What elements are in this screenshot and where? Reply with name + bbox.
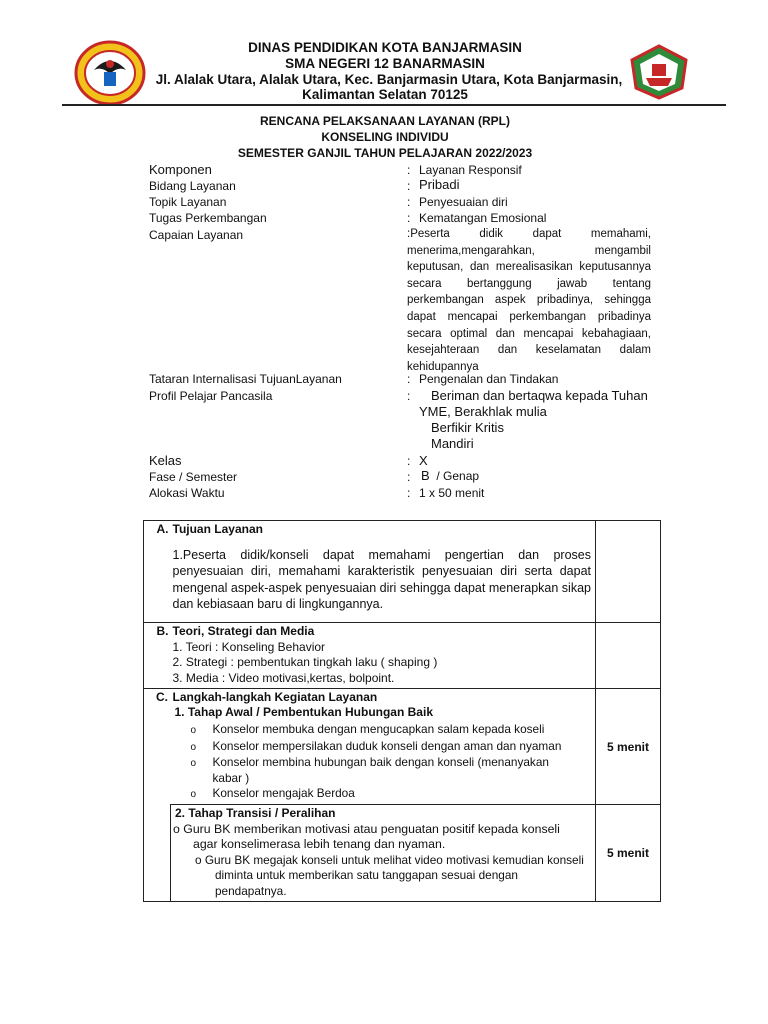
doc-subtitle: KONSELING INDIVIDU (321, 130, 449, 144)
label-tataran: Tataran Internalisasi TujuanLayanan (149, 372, 342, 386)
section-number: C. (144, 689, 171, 902)
list-item: 1. Teori : Konseling Behavior (172, 639, 326, 654)
label-kelas: Kelas (149, 453, 182, 468)
label-capaian: Capaian Layanan (149, 228, 244, 242)
header-agency: DINAS PENDIDIKAN KOTA BANJARMASIN (248, 40, 522, 55)
section-c2-row (144, 805, 661, 902)
list-item: pendapatnya. (215, 883, 287, 898)
header-school: SMA NEGERI 12 BANARMASIN (285, 56, 485, 71)
value-fase: B / Genap (421, 468, 480, 483)
header-province: Kalimantan Selatan 70125 (302, 87, 468, 102)
label-profil: Profil Pelajar Pancasila (149, 389, 273, 403)
list-item: 2. Strategi : pembentukan tingkah laku ( shaping ) (172, 655, 438, 669)
activity-table (143, 520, 661, 902)
profil-item: Beriman dan bertaqwa kepada Tuhan (431, 388, 648, 403)
list-item: o Konselor membina hubungan baik dengan konseli (menanyakan (191, 755, 592, 771)
header-address: Jl. Alalak Utara, Alalak Utara, Kec. Banjarmasin Utara, Kota Banjarmasin, (155, 72, 623, 87)
section-b-row (144, 623, 661, 689)
value-bidang: Pribadi (419, 177, 460, 192)
label-alokasi: Alokasi Waktu (149, 486, 225, 500)
doc-title: RENCANA PELAKSANAAN LAYANAN (RPL) (259, 114, 510, 128)
label-bidang: Bidang Layanan (149, 179, 236, 193)
circle-bullet-icon: o (190, 757, 197, 769)
label-komponen: Komponen (149, 162, 212, 177)
value-topik: Penyesuaian diri (419, 195, 508, 209)
label-tugas: Tugas Perkembangan (149, 211, 267, 225)
list-item: o Guru BK memberikan motivasi atau penguatan positif kepada konseli (173, 821, 560, 836)
list-item: o Guru BK megajak konseli untuk melihat video motivasi kemudian konseli (195, 852, 584, 867)
section-title: Langkah-langkah Kegiatan Layanan (172, 690, 378, 704)
label-fase: Fase / Semester (149, 470, 238, 484)
colon: : (407, 470, 411, 484)
profil-item: YME, Berakhlak mulia (419, 404, 547, 419)
section-c2-content (171, 805, 596, 902)
colon: : (407, 389, 411, 403)
profil-item: Mandiri (431, 436, 474, 451)
section-number: A. (144, 521, 171, 623)
section-a-content (171, 521, 596, 623)
list-item: diminta untuk memberikan satu tanggapan sesuai dengan (215, 868, 518, 883)
time-cell: 5 menit (596, 805, 661, 902)
section-title: Teori, Strategi dan Media (172, 624, 315, 638)
value-komponen: Layanan Responsif (419, 163, 522, 177)
university-logo (74, 40, 146, 106)
profil-item: Berfikir Kritis (431, 420, 504, 435)
header-divider (62, 104, 726, 106)
section-b-content (171, 623, 596, 689)
circle-bullet-icon: o (190, 789, 197, 801)
colon: : (407, 195, 411, 209)
value-kelas: X (419, 453, 428, 468)
time-cell-empty (596, 623, 661, 689)
school-logo (628, 44, 690, 100)
time-cell: 5 menit (596, 689, 661, 805)
list-item: o Konselor membuka dengan mengucapkan salam kepada koseli (191, 722, 592, 738)
step-title: 1. Tahap Awal / Pembentukan Hubungan Baik (174, 705, 433, 720)
section-number: B. (144, 623, 171, 689)
list-item: o Konselor mempersilakan duduk konseli dengan aman dan nyaman (191, 739, 592, 755)
section-c-row (144, 689, 661, 805)
list-item: 3. Media : Video motivasi,kertas, bolpoint. (172, 670, 395, 685)
value-capaian: :Peserta didik dapat memahami, menerima,mengarahkan, mengambil keputusan, dan merealisasikan keputusannya secara bertanggung jawab tentang perkembangan aspek pribadinya, sehingga dapat mencapai perkembangan pribadinya secara optimal dan mencapai kebahagiaan, kesejahteraan dan keselamatan dalam kehidupannya (407, 228, 651, 373)
list-item: o Konselor mengajak Berdoa (191, 786, 592, 802)
colon: : (407, 179, 411, 193)
colon: : (407, 163, 411, 177)
colon: : (407, 211, 411, 225)
circle-bullet-icon: o (190, 741, 197, 753)
list-item: kabar ) (212, 771, 250, 786)
circle-bullet-icon: o (190, 725, 197, 737)
label-topik: Topik Layanan (149, 195, 227, 209)
time-cell-empty (596, 521, 661, 623)
colon: : (407, 454, 411, 468)
value-tugas: Kematangan Emosional (419, 211, 547, 225)
value-tataran: Pengenalan dan Tindakan (419, 372, 559, 386)
section-a-row (144, 521, 661, 623)
section-a-text: 1.Peserta didik/konseli dapat memahami pengertian dan proses penyesuaian diri, memahami karakteristik penyesuaian diri serta dapat mengenal aspek-aspek penyesuaian diri sehingga dapat menerapkan sikap dan kebiasaan baru di lingkungannya. (172, 548, 591, 611)
colon: : (407, 372, 411, 386)
doc-semester: SEMESTER GANJIL TAHUN PELAJARAN 2022/2023 (237, 146, 533, 160)
list-item: agar konselimerasa lebih tenang dan nyaman. (193, 837, 446, 852)
value-alokasi: 1 x 50 menit (419, 486, 485, 500)
step-title: 2. Tahap Transisi / Peralihan (175, 806, 336, 821)
section-title: Tujuan Layanan (172, 522, 263, 536)
section-c1-content (171, 689, 596, 805)
colon: : (407, 486, 411, 500)
